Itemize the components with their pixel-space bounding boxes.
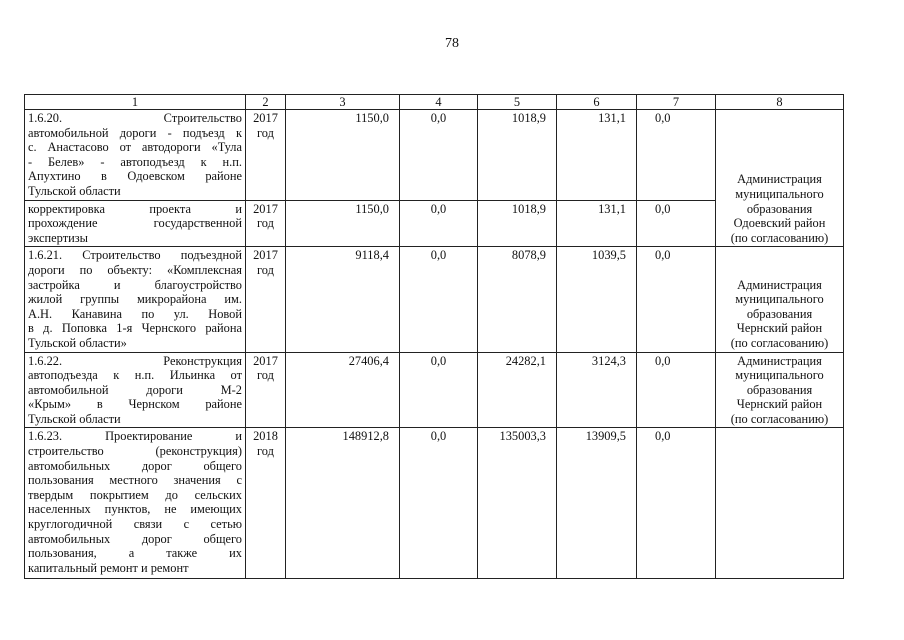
header-cell-4: 4 (400, 95, 478, 110)
item-name-line: автоподъезда к н.п. Ильинка от (28, 368, 242, 383)
item-name-line: А.Н. Канавина по ул. Новой (28, 306, 242, 321)
item-name-line: жилой группы микрорайона им. (28, 292, 242, 307)
item-name-line: «Крым» в Чернском районе (28, 397, 242, 412)
responsible-line: Чернский район (736, 321, 823, 336)
item-name-line: экспертизы (28, 230, 88, 245)
table-row (25, 352, 844, 428)
responsible-line: муниципального (735, 292, 824, 307)
item-name-line: 1.6.20. Строительство (28, 111, 242, 125)
item-name-line: строительство (реконструкция) (28, 444, 242, 459)
responsible-line: Администрация (737, 277, 822, 292)
total-cell: 1150,0 (286, 200, 400, 247)
item-name-line: автомобильных дорог общего (28, 458, 242, 473)
item-name-cell (25, 200, 246, 247)
col4-cell: 0,0 (400, 110, 478, 201)
year-cell: 2018 год (246, 428, 286, 579)
header-cell-8: 8 (716, 95, 844, 110)
responsible-line: Администрация (737, 172, 822, 187)
responsible-line: образования (746, 382, 813, 397)
col4-cell: 0,0 (400, 200, 478, 247)
col6-cell: 3124,3 (557, 352, 637, 428)
table-row (25, 428, 844, 579)
responsible-line: муниципального (735, 368, 824, 383)
col4-cell: 0,0 (400, 352, 478, 428)
header-cell-7: 7 (637, 95, 716, 110)
col6-cell: 13909,5 (557, 428, 637, 579)
total-cell: 27406,4 (286, 352, 400, 428)
col7-cell: 0,0 (637, 247, 716, 352)
col6-cell: 131,1 (557, 200, 637, 247)
header-cell-1: 1 (25, 95, 246, 110)
col5-cell: 1018,9 (478, 200, 557, 247)
total-cell: 148912,8 (286, 428, 400, 579)
col7-cell: 0,0 (637, 200, 716, 247)
item-name-line: дороги по объекту: «Комплексная (28, 262, 242, 277)
col5-cell: 24282,1 (478, 352, 557, 428)
item-name-line: Тульской области» (28, 335, 127, 350)
item-name-cell (25, 428, 246, 579)
item-name-line: в д. Поповка 1-я Чернского района (28, 321, 242, 336)
col7-cell: 0,0 (637, 428, 716, 579)
item-name-line: автомобильных дорог общего (28, 531, 242, 546)
header-cell-3: 3 (286, 95, 400, 110)
col6-cell: 1039,5 (557, 247, 637, 352)
year-cell: 2017 год (246, 110, 286, 201)
table-row (25, 247, 844, 352)
responsible-line: образования (746, 306, 813, 321)
item-name-line: застройка и благоустройство (28, 277, 242, 292)
responsible-cell (716, 352, 844, 428)
item-name-line: населенных пунктов, не имеющих (28, 502, 242, 517)
item-name-line: круглогодичной связи с сетью (28, 517, 242, 532)
item-name-line: Тульской области (28, 183, 121, 198)
year-cell: 2017 год (246, 200, 286, 247)
col4-cell: 0,0 (400, 428, 478, 579)
header-cell-5: 5 (478, 95, 557, 110)
item-name-line: капитальный ремонт и ремонт (28, 560, 189, 575)
program-table (24, 94, 844, 579)
col7-cell: 0,0 (637, 352, 716, 428)
item-name-line: Апухтино в Одоевском районе (28, 169, 242, 184)
year-cell: 2017 год (246, 247, 286, 352)
item-name-line: пользования местного значения с (28, 473, 242, 488)
item-name-cell (25, 247, 246, 352)
col4-cell: 0,0 (400, 247, 478, 352)
header-cell-2: 2 (246, 95, 286, 110)
responsible-line: Одоевский район (733, 216, 826, 231)
year-cell: 2017 год (246, 352, 286, 428)
total-cell: 9118,4 (286, 247, 400, 352)
col7-cell: 0,0 (637, 110, 716, 201)
col5-cell: 135003,3 (478, 428, 557, 579)
responsible-line: Чернский район (736, 397, 823, 412)
responsible-line: муниципального (735, 186, 824, 201)
col5-cell: 8078,9 (478, 247, 557, 352)
item-name-line: пользования, а также их (28, 546, 242, 561)
responsible-line: (по согласованию) (730, 335, 829, 350)
item-name-line: 1.6.23. Проектирование и (28, 429, 242, 444)
item-name-cell (25, 352, 246, 428)
col5-cell: 1018,9 (478, 110, 557, 201)
item-name-line: Тульской области (28, 411, 121, 426)
item-name-line: с. Анастасово от автодороги «Тула (28, 140, 242, 155)
responsible-cell (716, 428, 844, 579)
responsible-line: (по согласованию) (730, 230, 829, 245)
item-name-line: автомобильной дороги М-2 (28, 382, 242, 397)
item-name-line: 1.6.21. Строительство подъездной (28, 248, 242, 263)
item-name-line: автомобильной дороги - подъезд к (28, 125, 242, 140)
responsible-cell (716, 110, 844, 247)
item-name-line: - Белев» - автоподъезд к н.п. (28, 154, 242, 169)
page-number: 78 (445, 36, 459, 51)
responsible-line: Администрация (737, 353, 822, 368)
col6-cell: 131,1 (557, 110, 637, 201)
total-cell: 1150,0 (286, 110, 400, 201)
header-row (25, 95, 844, 110)
responsible-line: (по согласованию) (730, 411, 829, 426)
responsible-cell (716, 247, 844, 352)
item-name-line: корректировка проекта и (28, 201, 242, 216)
table-row (25, 110, 844, 201)
item-name-cell (25, 110, 246, 201)
item-name-line: 1.6.22. Реконструкция (28, 353, 242, 368)
item-name-line: прохождение государственной (28, 216, 242, 231)
responsible-line: образования (746, 201, 813, 216)
header-cell-6: 6 (557, 95, 637, 110)
item-name-line: твердым покрытием до сельских (28, 487, 242, 502)
